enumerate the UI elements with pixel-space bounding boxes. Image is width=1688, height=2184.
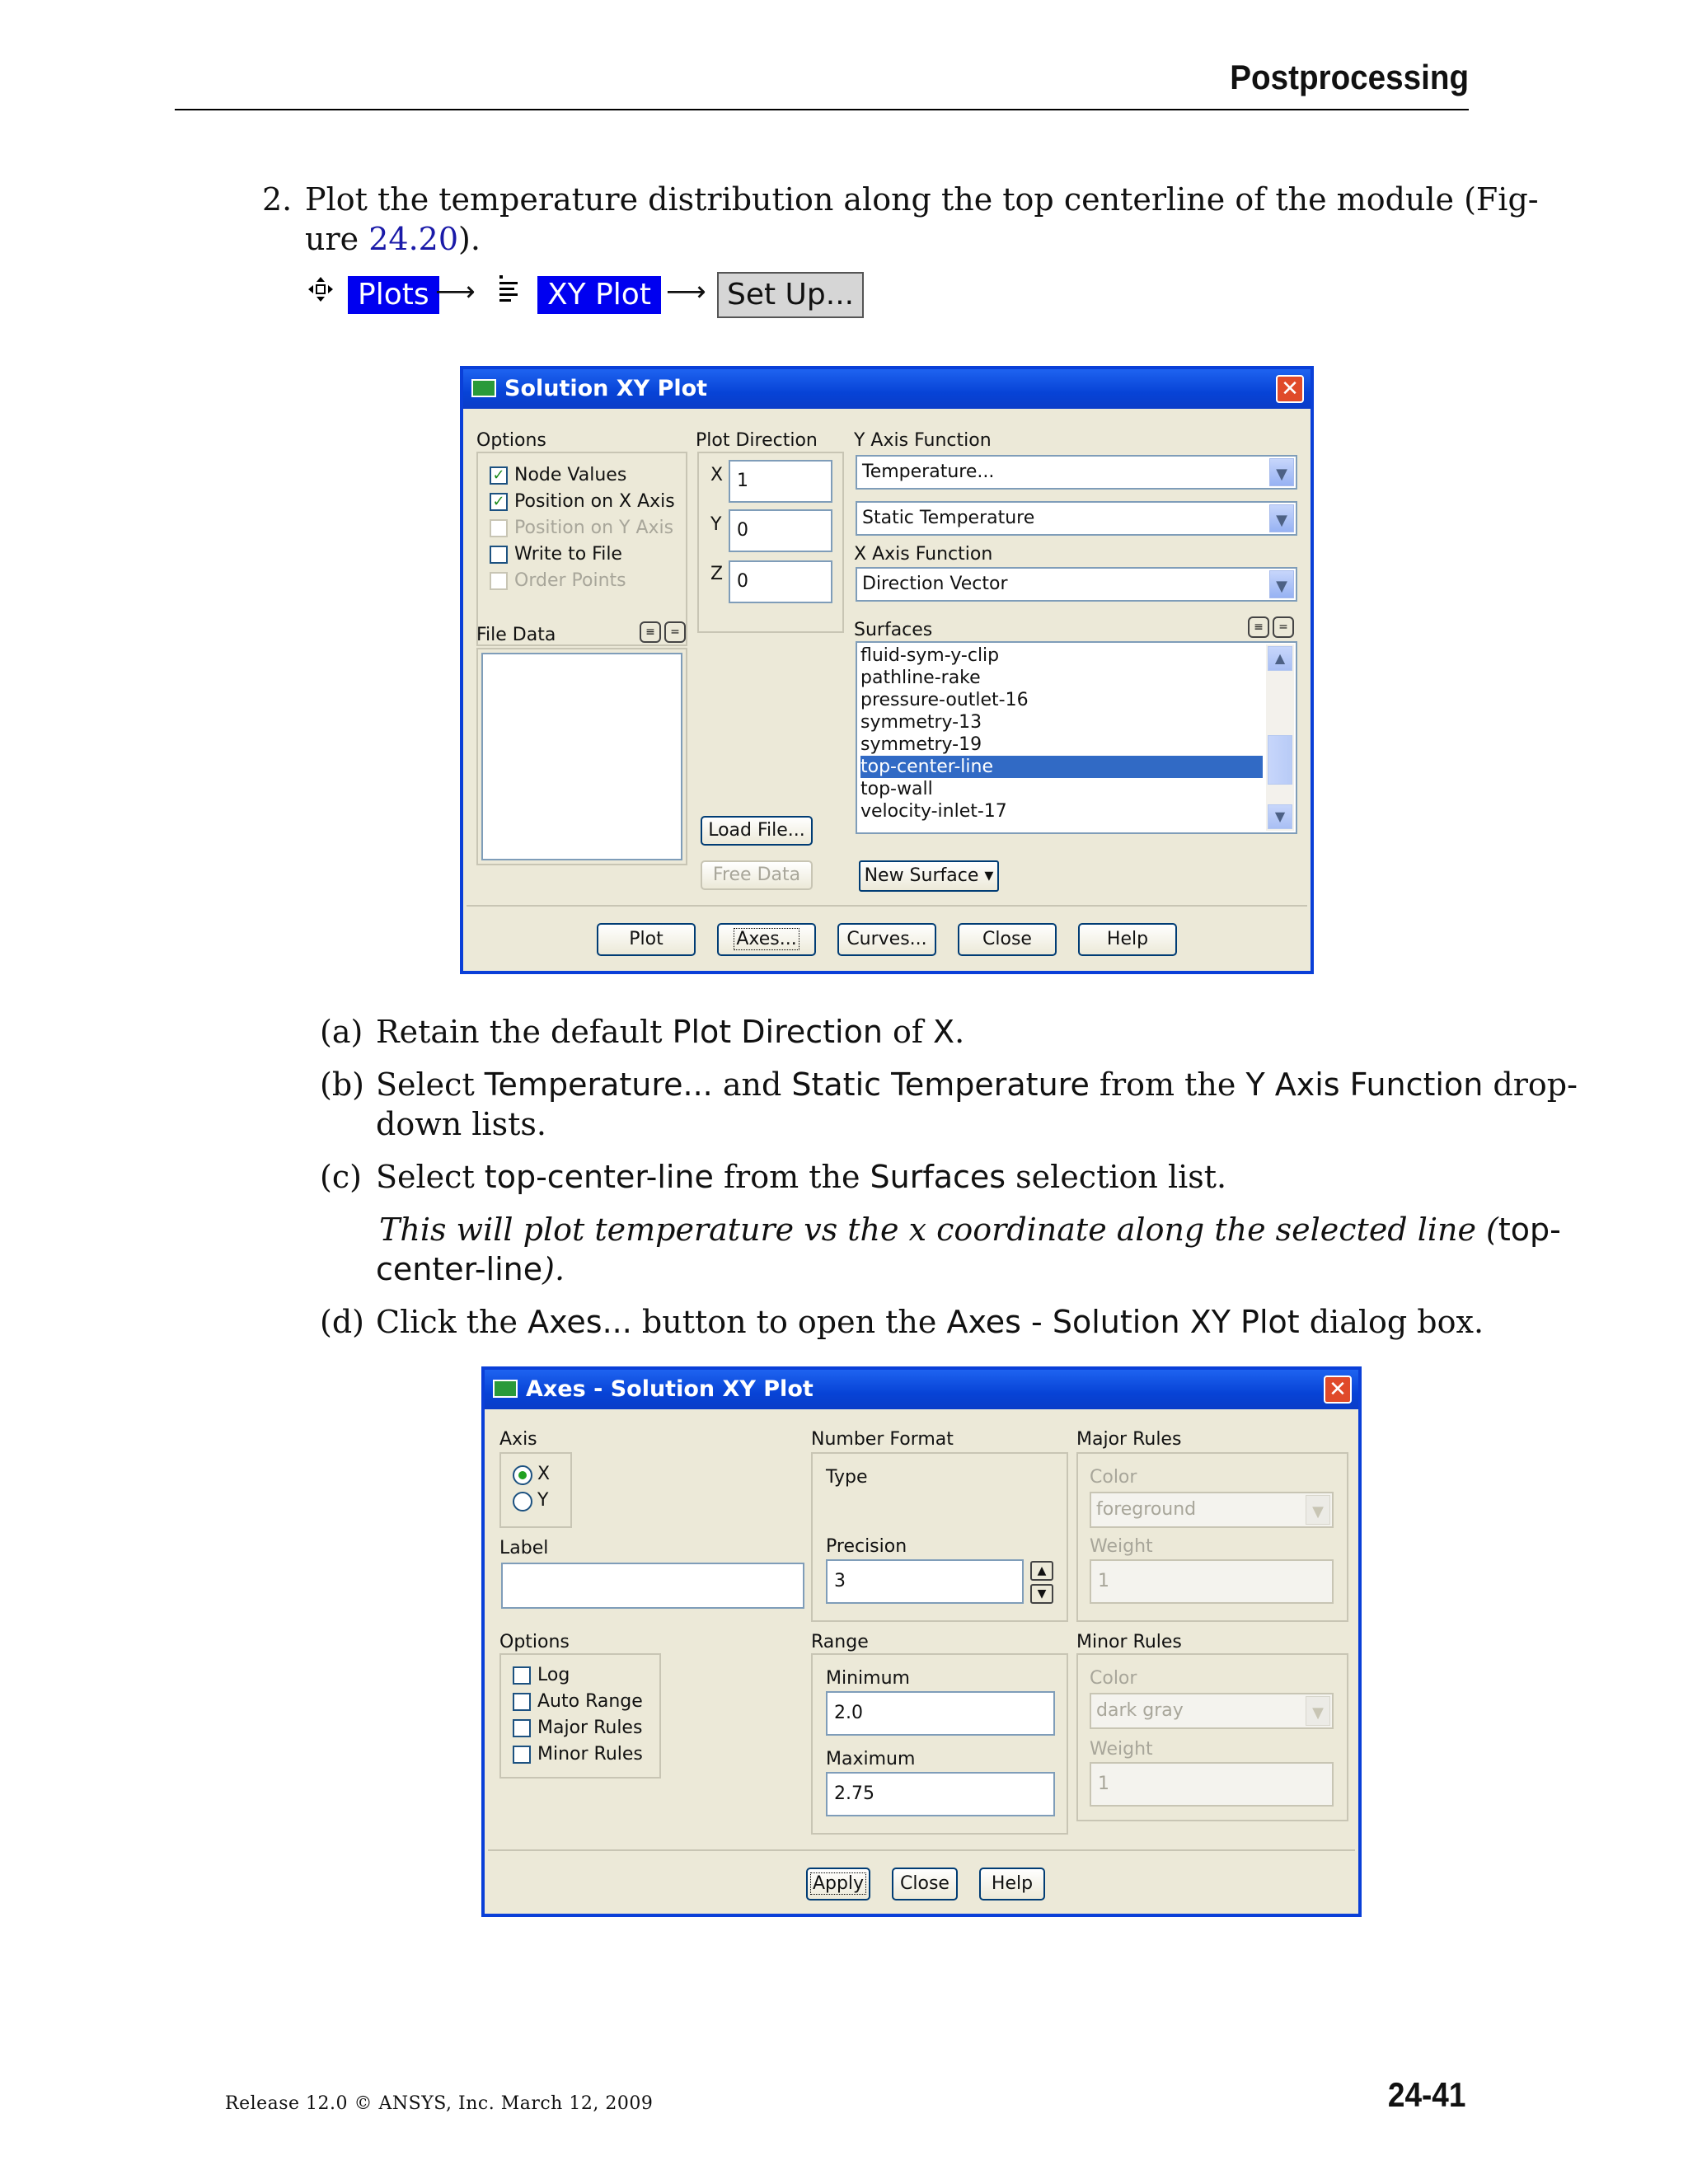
page-number: 24-41: [1387, 2075, 1465, 2114]
radio-axis-x[interactable]: [513, 1465, 532, 1485]
list-item[interactable]: fluid-sym-y-clip: [860, 645, 1000, 666]
option-label: Minor Rules: [537, 1744, 643, 1765]
option-label: Write to File: [514, 544, 622, 565]
option-label: Major Rules: [537, 1718, 643, 1738]
checkbox-auto-range[interactable]: [513, 1693, 531, 1711]
axis-label-input[interactable]: [501, 1563, 804, 1609]
minor-color-select: dark gray ▼: [1090, 1693, 1334, 1729]
maximum-input[interactable]: 2.75: [826, 1772, 1055, 1816]
footer-release: Release 12.0 © ANSYS, Inc. March 12, 2009: [225, 2093, 654, 2114]
list-item[interactable]: velocity-inlet-17: [860, 801, 1007, 822]
surfaces-list[interactable]: [856, 641, 1297, 834]
move-arrows-icon: [307, 275, 335, 303]
dialog-titlebar[interactable]: [463, 369, 1311, 409]
checkbox-node-values[interactable]: ✓: [490, 466, 508, 485]
dialog-title: Axes - Solution XY Plot: [526, 1376, 814, 1402]
major-weight-label: Weight: [1090, 1536, 1153, 1557]
close-icon[interactable]: ✕: [1276, 375, 1304, 403]
close-button[interactable]: Close: [958, 923, 1057, 956]
major-rules-group: [1076, 1452, 1348, 1622]
menu-xy-plot[interactable]: XY Plot: [537, 276, 661, 314]
chevron-down-icon[interactable]: ▼: [1269, 570, 1294, 598]
chevron-down-icon: ▼: [1306, 1696, 1330, 1726]
close-icon[interactable]: ✕: [1324, 1376, 1352, 1404]
solution-xy-plot-dialog: [460, 366, 1314, 974]
type-label: Type: [826, 1467, 868, 1488]
menu-set-up[interactable]: Set Up...: [717, 272, 864, 318]
z-direction-input[interactable]: 0: [729, 560, 832, 603]
item-b-text: Select Temperature... and Static Temperature from the Y Axis Function drop-: [376, 1066, 1578, 1103]
x-axis-function-label: X Axis Function: [854, 544, 993, 565]
y-axis-sub-function-select[interactable]: Static Temperature ▼: [856, 501, 1297, 536]
curves-button[interactable]: Curves...: [837, 923, 936, 956]
minor-weight-label: Weight: [1090, 1739, 1153, 1760]
figure-link[interactable]: 24.20: [368, 221, 459, 257]
number-format-group: [811, 1452, 1068, 1622]
options-label: Options: [476, 430, 546, 451]
menu-arrow-1: ⟶: [435, 275, 476, 308]
options-label: Options: [499, 1632, 570, 1652]
checkbox-position-y: [490, 519, 508, 537]
deselect-all-icon[interactable]: =: [1273, 616, 1294, 638]
major-weight-input: 1: [1090, 1559, 1334, 1604]
plot-direction-label: Plot Direction: [696, 430, 818, 451]
item-d-text: Click the Axes... button to open the Axes - Solution XY Plot dialog box.: [376, 1304, 1484, 1340]
x-axis-function-select[interactable]: Direction Vector ▼: [856, 567, 1297, 602]
y-direction-input[interactable]: 0: [729, 509, 832, 552]
surfaces-scrollbar[interactable]: [1266, 644, 1294, 831]
option-label: Position on X Axis: [514, 491, 675, 512]
list-item[interactable]: symmetry-19: [860, 734, 982, 755]
deselect-all-icon[interactable]: =: [664, 621, 686, 643]
axes-dialog: [481, 1366, 1362, 1917]
item-b-text-line2: down lists.: [376, 1106, 546, 1142]
x-direction-input[interactable]: 1: [729, 460, 832, 503]
list-item[interactable]: symmetry-13: [860, 712, 982, 733]
header-rule: [175, 109, 1469, 110]
minimum-input[interactable]: 2.0: [826, 1691, 1055, 1736]
surfaces-label: Surfaces: [854, 620, 933, 640]
help-button[interactable]: Help: [1078, 923, 1177, 956]
item-a-marker: (a): [320, 1014, 363, 1050]
plot-direction-group: [697, 452, 844, 633]
chevron-down-icon: ▼: [1306, 1495, 1330, 1525]
note-text-line2: center-line).: [376, 1251, 565, 1287]
list-item[interactable]: pressure-outlet-16: [860, 690, 1029, 710]
dialog-title: Solution XY Plot: [504, 376, 708, 401]
option-label: Order Points: [514, 570, 626, 591]
step-text-line1: Plot the temperature distribution along the top centerline of the module (Fig-: [305, 181, 1539, 218]
list-item-selected[interactable]: top-center-line: [860, 756, 1263, 778]
minor-weight-input: 1: [1090, 1762, 1334, 1807]
scroll-down-icon[interactable]: ▼: [1268, 804, 1292, 829]
precision-input[interactable]: 3: [826, 1559, 1024, 1604]
spin-down-icon[interactable]: ▼: [1030, 1584, 1053, 1604]
axis-x-label: X: [537, 1464, 551, 1484]
option-label: Auto Range: [537, 1691, 643, 1712]
axis-label: Axis: [499, 1429, 537, 1450]
app-icon: [471, 379, 496, 397]
maximum-label: Maximum: [826, 1749, 916, 1769]
axis-y-label: Y: [537, 1490, 549, 1511]
scroll-thumb[interactable]: [1268, 735, 1292, 785]
load-file-button[interactable]: Load File...: [701, 816, 813, 846]
item-b-marker: (b): [320, 1066, 364, 1103]
checkbox-log[interactable]: [513, 1666, 531, 1685]
help-button[interactable]: Help: [979, 1868, 1045, 1900]
axes-button[interactable]: Axes...: [717, 923, 816, 956]
app-icon: [493, 1380, 518, 1398]
file-data-list[interactable]: [481, 653, 682, 860]
file-data-frame: [476, 648, 687, 865]
menu-plots[interactable]: Plots: [348, 276, 439, 314]
file-data-label: File Data: [476, 625, 556, 645]
plot-button[interactable]: Plot: [597, 923, 696, 956]
minor-rules-group: [1076, 1653, 1348, 1821]
separator: [467, 905, 1307, 907]
select-all-icon[interactable]: ≡: [640, 621, 661, 643]
scroll-up-icon[interactable]: ▲: [1268, 646, 1292, 671]
range-group: [811, 1653, 1068, 1835]
checkbox-position-x[interactable]: ✓: [490, 493, 508, 511]
checkbox-order-points: [490, 572, 508, 590]
precision-label: Precision: [826, 1536, 907, 1557]
axis-group: [499, 1452, 572, 1528]
option-label: Log: [537, 1665, 570, 1685]
range-label: Range: [811, 1632, 869, 1652]
option-label: Position on Y Axis: [514, 518, 674, 538]
new-surface-button[interactable]: New Surface ▾: [859, 860, 999, 892]
major-rules-label: Major Rules: [1076, 1429, 1182, 1450]
options-group: [476, 452, 687, 646]
chevron-down-icon[interactable]: ▼: [1269, 504, 1294, 532]
step-text-line2: ure 24.20).: [305, 221, 481, 257]
item-c-text: Select top-center-line from the Surfaces selection list.: [376, 1159, 1227, 1195]
chevron-down-icon[interactable]: ▼: [1269, 458, 1294, 486]
radio-axis-y[interactable]: [513, 1492, 532, 1511]
spin-up-icon[interactable]: ▲: [1030, 1561, 1053, 1581]
item-a-text: Retain the default Plot Direction of X.: [376, 1014, 965, 1050]
list-item[interactable]: pathline-rake: [860, 668, 981, 688]
label-label: Label: [499, 1538, 549, 1558]
major-color-select: foreground ▼: [1090, 1492, 1334, 1528]
note-text-line1: This will plot temperature vs the x coordinate along the selected line (top-: [379, 1212, 1561, 1248]
running-header: Postprocessing: [1230, 58, 1469, 96]
checkbox-write-to-file[interactable]: [490, 546, 508, 564]
options-group: [499, 1653, 661, 1779]
dialog-titlebar[interactable]: [485, 1370, 1358, 1409]
list-item[interactable]: top-wall: [860, 779, 933, 799]
major-color-label: Color: [1090, 1467, 1137, 1488]
apply-button[interactable]: Apply: [806, 1868, 870, 1900]
minimum-label: Minimum: [826, 1668, 910, 1689]
item-d-marker: (d): [320, 1304, 364, 1340]
minor-color-label: Color: [1090, 1668, 1137, 1689]
free-data-button: Free Data: [701, 860, 813, 890]
close-button[interactable]: Close: [892, 1868, 958, 1900]
xy-plot-icon: [496, 274, 521, 307]
item-c-marker: (c): [320, 1159, 362, 1195]
menu-arrow-2: ⟶: [666, 275, 706, 308]
menu-path: [348, 276, 439, 314]
number-format-label: Number Format: [811, 1429, 954, 1450]
step-number: 2.: [262, 181, 293, 218]
z-label: Z: [710, 564, 724, 584]
option-label: Node Values: [514, 465, 627, 485]
x-label: X: [710, 465, 724, 485]
y-axis-function-select[interactable]: Temperature... ▼: [856, 455, 1297, 490]
separator: [488, 1849, 1355, 1851]
select-all-icon[interactable]: ≡: [1248, 616, 1269, 638]
checkbox-minor-rules[interactable]: [513, 1746, 531, 1764]
y-axis-function-label: Y Axis Function: [854, 430, 992, 451]
checkbox-major-rules[interactable]: [513, 1719, 531, 1737]
minor-rules-label: Minor Rules: [1076, 1632, 1182, 1652]
y-label: Y: [710, 514, 722, 535]
